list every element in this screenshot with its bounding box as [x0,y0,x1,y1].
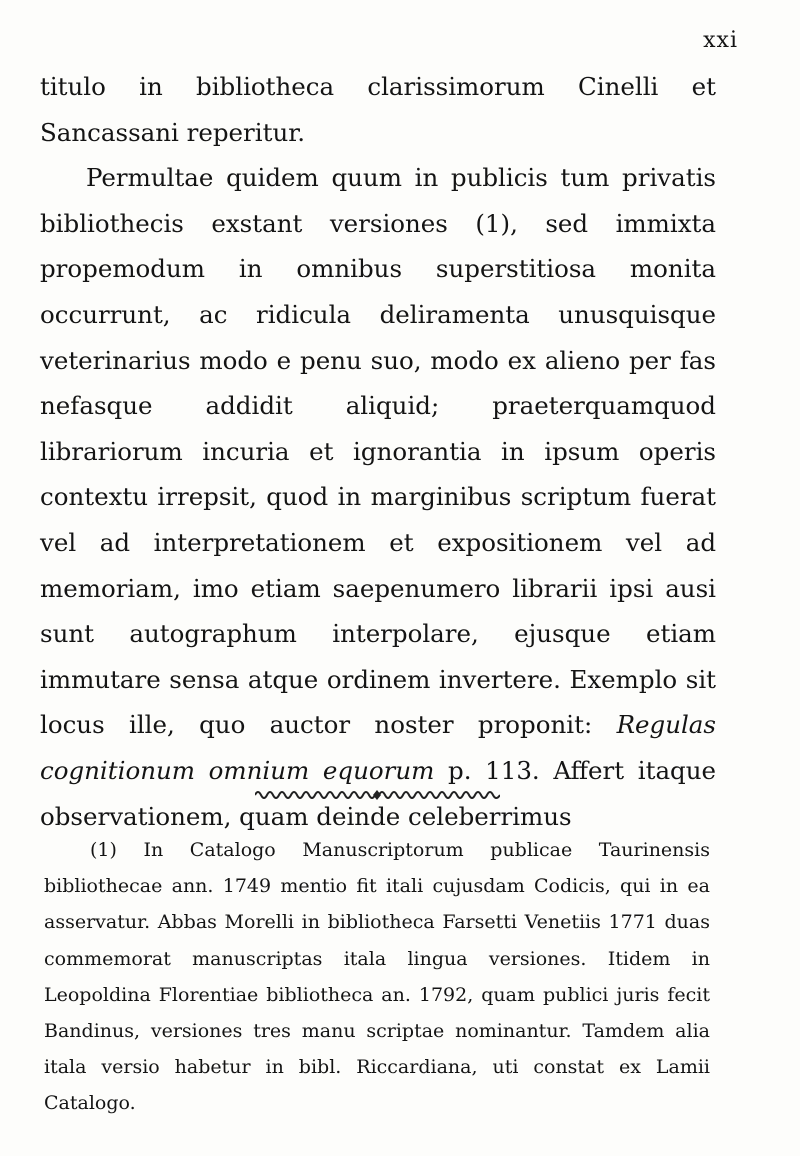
footnote-text: (1) In Catalogo Manuscriptorum publicae Taurinensis bibliothecae ann. 1749 mentio fit itali cujusdam Codicis, qui in ea asservatur. Abbas Morelli in bibliotheca Farsetti Venetiis 1771 duas commemorat manuscriptas itala lingua versiones. Itidem in Leopoldina Florentiae bibliotheca an. 1792, quam publici juris fecit Bandinus, versiones tres manu scriptae nominantur. Tamdem alia itala versio habetur in bibl. Riccardiana, uti constat ex Lamii Catalogo. [44,839,710,1115]
footnote [44,832,710,1122]
page-number: xxi [703,28,738,53]
paragraph-text: Permultae quidem quum in publicis tum privatis bibliothecis exstant versiones (1), sed immixta propemodum in omnibus superstitiosa monita occurrunt, ac ridicula deliramenta unusquisque veterinarius modo e penu suo, modo ex alieno per fas nefasque addidit aliquid; praeterquamquod librariorum incuria et ignorantia in ipsum operis contextu irrepsit, quod in marginibus scriptum fuerat vel ad interpretationem et expositionem vel ad memoriam, imo etiam saepenumero librarii ipsi ausi sunt autographum interpolare, ejusque etiam immutare sensa atque ordinem invertere. Exemplo sit locus ille, quo auctor noster proponit: [40,163,716,740]
paragraph-continuation: titulo in bibliotheca clarissimorum Cinelli et Sancassani reperitur. [40,72,716,147]
main-text-block [40,64,716,839]
decorative-rule [255,787,500,803]
paragraph-versiones [40,155,716,839]
italic-title: Regulas cognitionum omnium equorum [40,710,716,785]
paragraph-text-end: p. 113. Affert itaque observationem, quam deinde celeberrimus [40,755,717,831]
